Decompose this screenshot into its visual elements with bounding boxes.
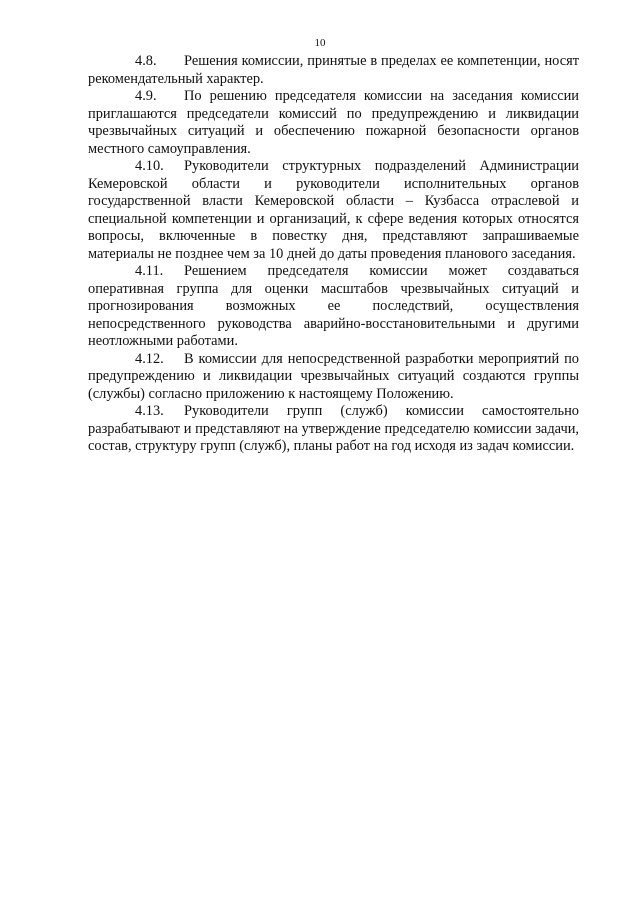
paragraph-text: Руководители групп (служб) комиссии самостоятельно разрабатывают и представляют на утверждение председателю комиссии задачи, состав, структуру групп (служб), планы работ на год исходя из задач комиссии.: [88, 403, 579, 454]
paragraph-number: 4.10.: [135, 158, 164, 174]
paragraph-text: В комиссии для непосредственной разработки мероприятий по предупреждению и ликвидации чрезвычайных ситуаций создаются группы (службы) согласно приложению к настоящему Положению.: [88, 350, 579, 402]
paragraph-4-10: [88, 158, 579, 263]
paragraph-text: Руководители структурных подразделений Администрации Кемеровской области и руководители исполнительных органов государственной власти Кемеровской области – Кузбасса отраслевой и специальной компетенции и организаций, к сфере ведения которых относятся вопросы, включенные в повестку дня, представляют запрашиваемые материалы не позднее чем за 10 дней до даты проведения планового заседания.: [88, 158, 579, 262]
paragraph-4-9: [88, 88, 579, 158]
paragraph-number: 4.13.: [135, 403, 164, 419]
paragraph-4-12: [88, 351, 579, 404]
paragraph-text: Решения комиссии, принятые в пределах ее компетенции, носят рекомендательный характер.: [88, 53, 579, 87]
paragraph-text: Решением председателя комиссии может создаваться оперативная группа для оценки масштабов чрезвычайных ситуаций и прогнозирования возможных ее последствий, осуществления непосредственного руководства аварийно-восстановительными и другими неотложными работами.: [88, 263, 579, 349]
paragraph-4-11: [88, 263, 579, 351]
paragraph-number: 4.12.: [135, 350, 164, 367]
document-body: [88, 53, 579, 456]
paragraph-text: По решению председателя комиссии на заседания комиссии приглашаются председатели комиссий по предупреждению и ликвидации чрезвычайных ситуаций и обеспечению пожарной безопасности органов местного самоуправления.: [88, 88, 579, 157]
page-number: 10: [314, 37, 326, 49]
paragraph-4-13: [88, 403, 579, 456]
paragraph-4-8: [88, 53, 579, 88]
paragraph-number: 4.11.: [135, 263, 164, 279]
paragraph-number: 4.9.: [135, 88, 157, 104]
paragraph-number: 4.8.: [135, 53, 157, 69]
